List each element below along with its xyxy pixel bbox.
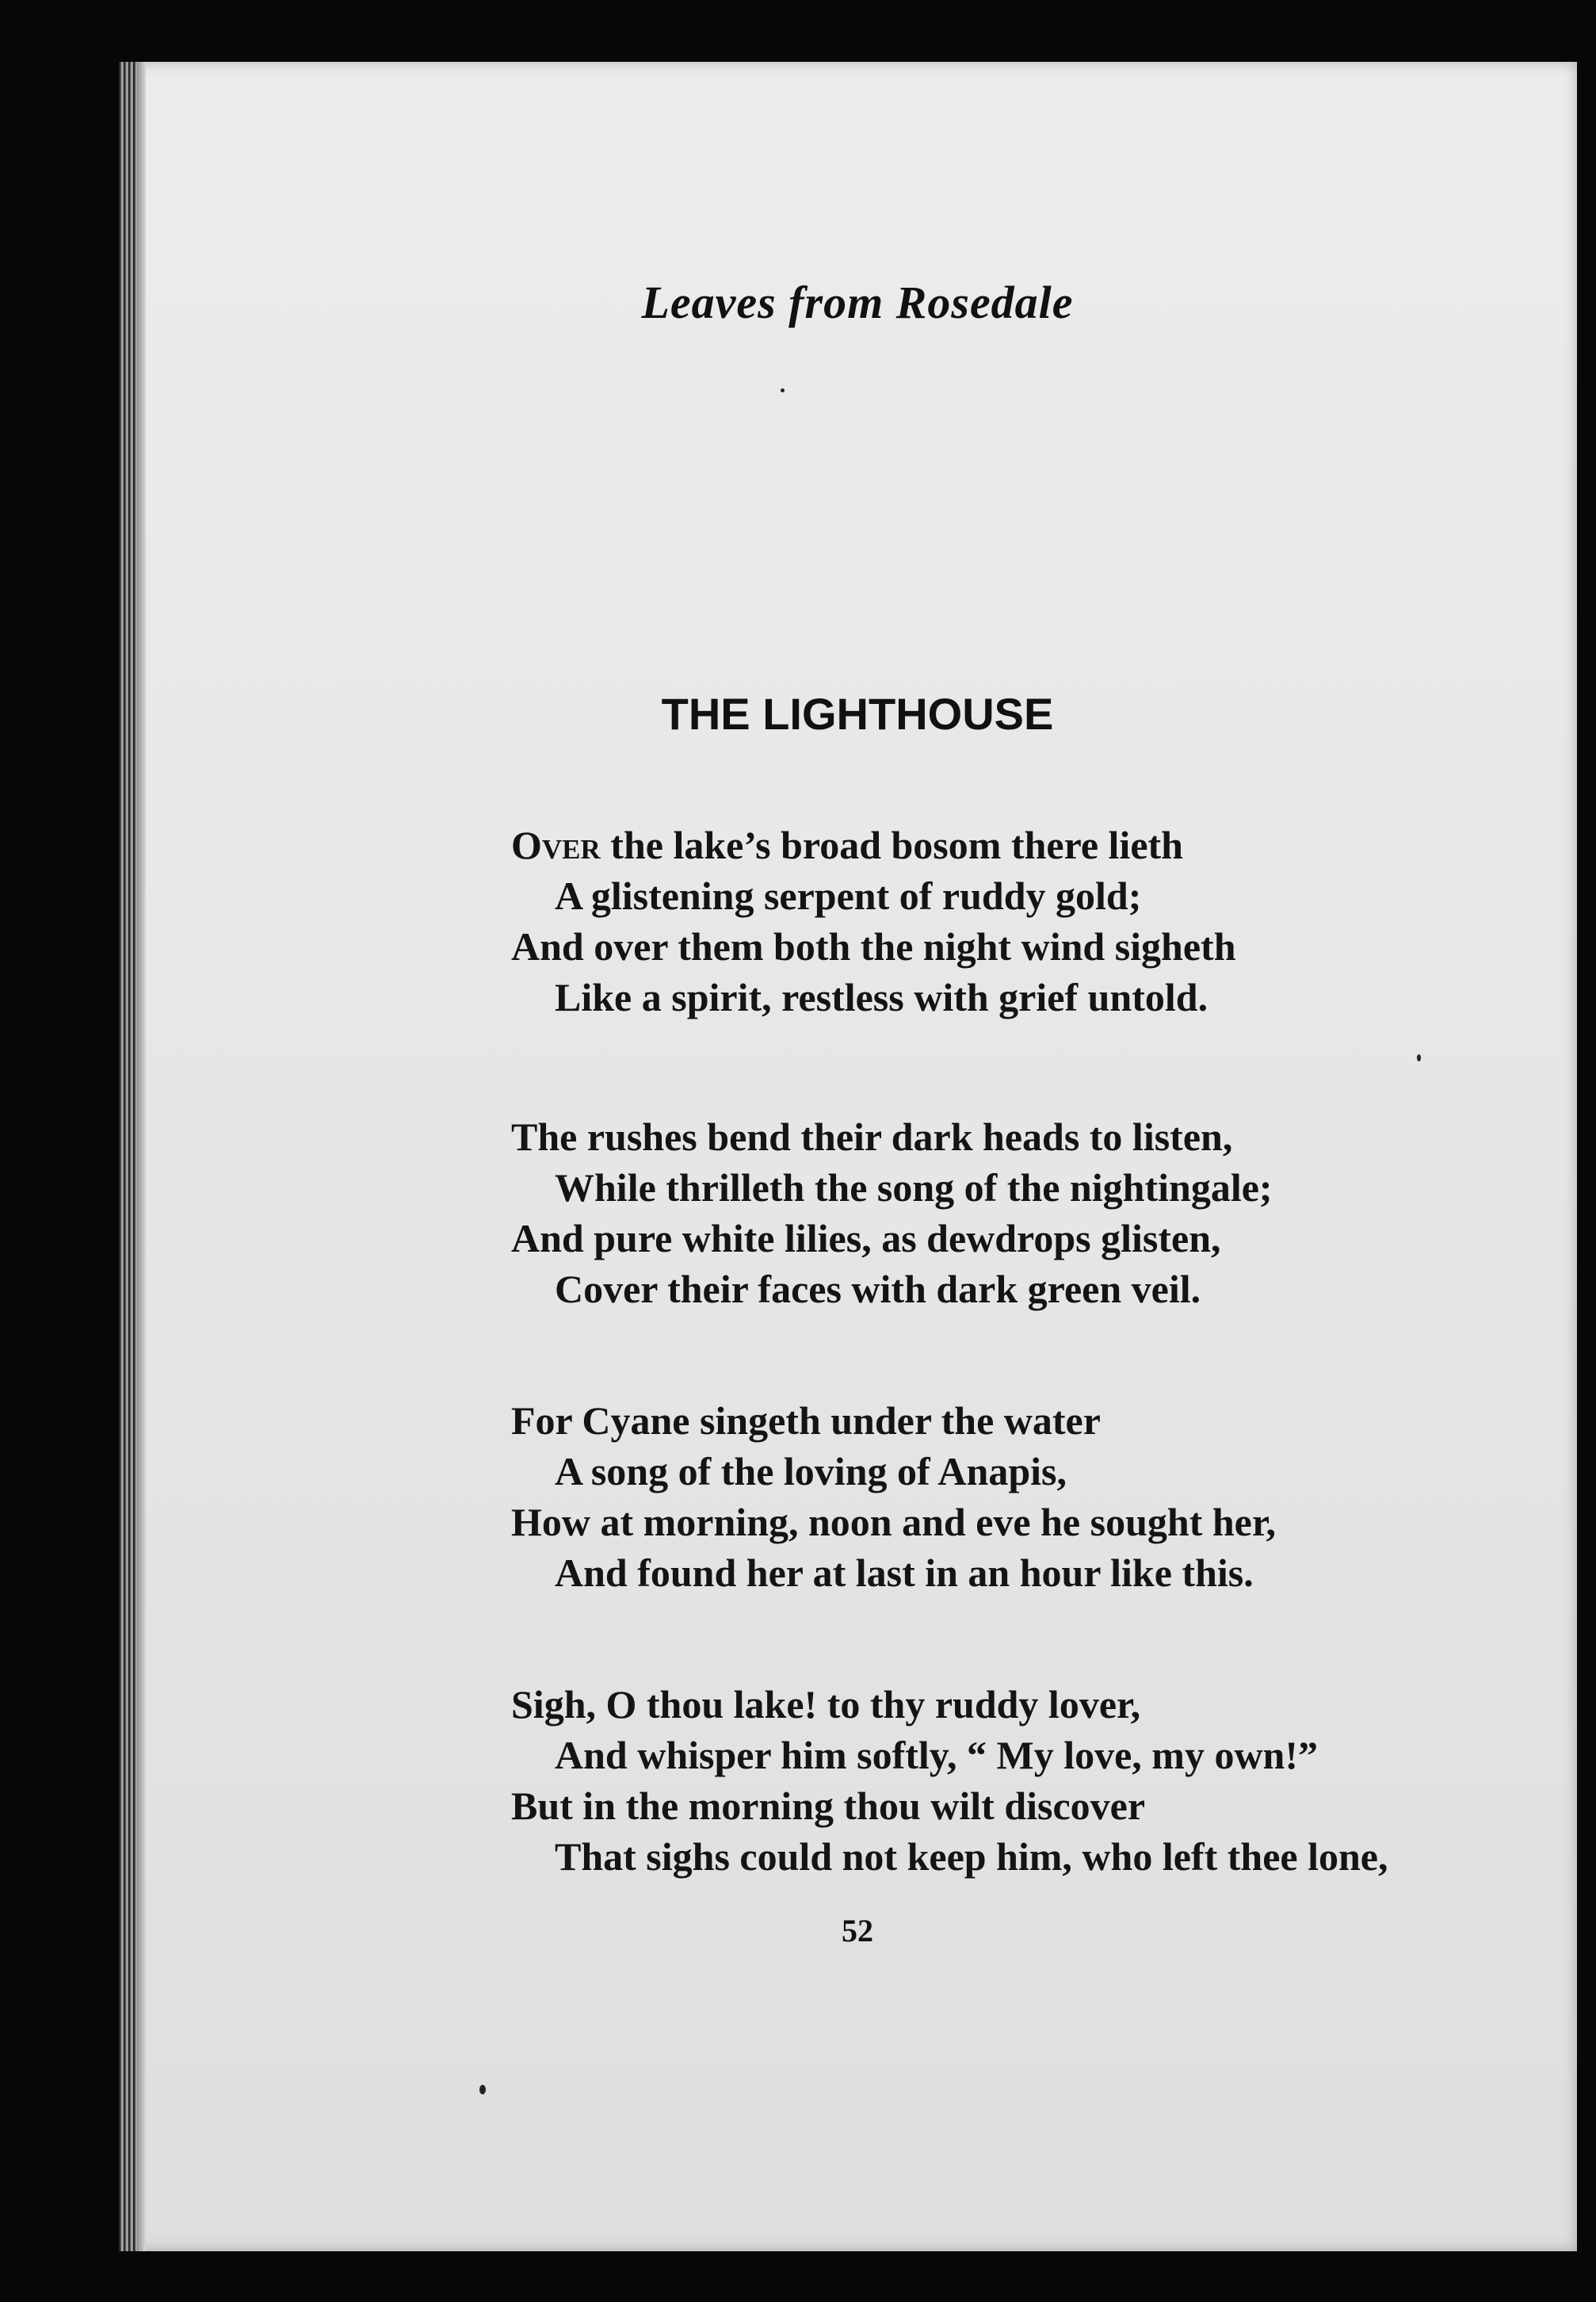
poem-line-text: the lake’s broad bosom there lieth: [600, 823, 1183, 867]
poem-line: And pure white lilies, as dewdrops glisten,: [511, 1216, 1221, 1260]
poem-line: For Cyane singeth under the water: [511, 1398, 1101, 1443]
poem-line: And whisper him softly, “ My love, my own!”: [555, 1733, 1319, 1777]
poem-line: The rushes bend their dark heads to listen,: [511, 1115, 1233, 1159]
scan-speck: [781, 388, 785, 392]
stanza-2: [511, 1111, 1273, 1314]
poem-line: How at morning, noon and eve he sought her,: [511, 1500, 1276, 1544]
poem-line: Like a spirit, restless with grief untold.: [555, 975, 1208, 1019]
poem-line: Sigh, O thou lake! to thy ruddy lover,: [511, 1682, 1141, 1726]
scan-speck: [1417, 1054, 1421, 1061]
poem-line: Cover their faces with dark green veil.: [555, 1267, 1201, 1311]
poem-line: [511, 820, 1236, 870]
poem-line: That sighs could not keep him, who left thee lone,: [555, 1834, 1388, 1879]
stanza-1: [511, 820, 1236, 1023]
poem-line: A song of the loving of Anapis,: [555, 1449, 1067, 1493]
poem-line: A glistening serpent of ruddy gold;: [555, 874, 1142, 918]
poem-title: THE LIGHTHOUSE: [661, 689, 1054, 739]
stanza-3: [511, 1395, 1276, 1598]
poem-line: And over them both the night wind sigheth: [511, 924, 1236, 969]
poem-line: And found her at last in an hour like this.: [555, 1551, 1254, 1595]
first-word-smallcaps: Over: [511, 823, 601, 867]
scan-speck: [479, 2085, 486, 2094]
poem-line: While thrilleth the song of the nightingale;: [555, 1165, 1273, 1210]
running-head: Leaves from Rosedale: [641, 277, 1074, 328]
poem-line: But in the morning thou wilt discover: [511, 1784, 1146, 1828]
page-number: 52: [842, 1913, 873, 1948]
stanza-4: [511, 1679, 1388, 1882]
